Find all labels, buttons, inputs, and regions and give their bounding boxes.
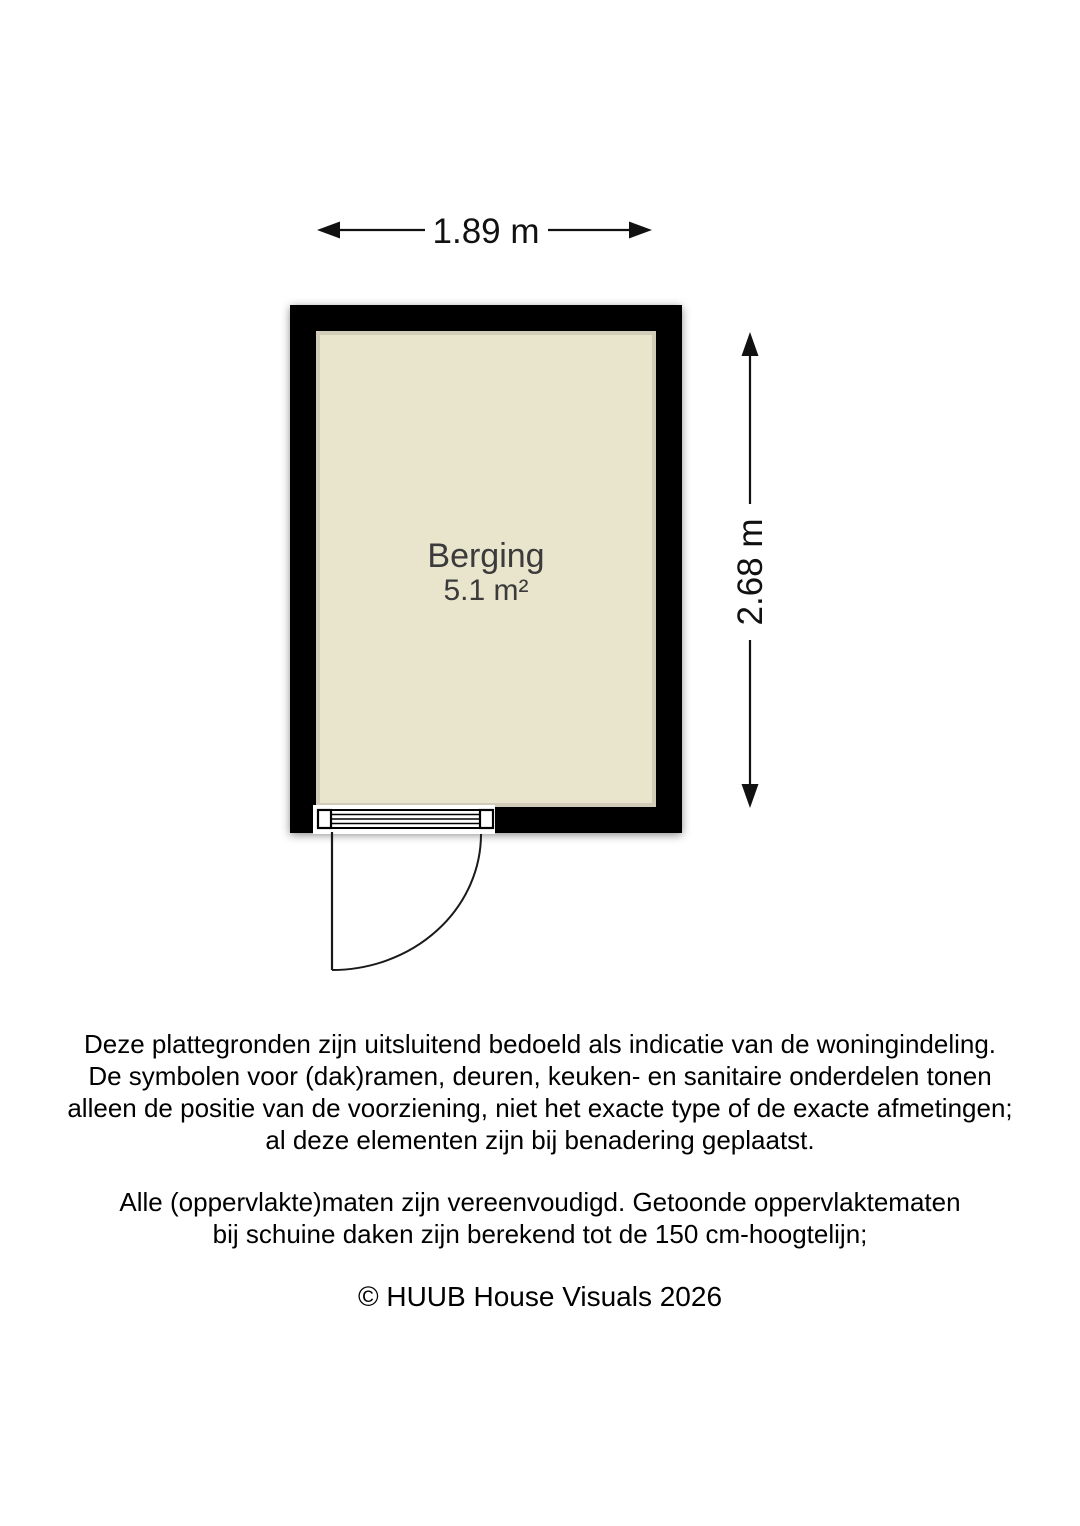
disclaimer-line: Deze plattegronden zijn uitsluitend bedoeld als indicatie van de woningindeling. — [83, 1029, 997, 1059]
room-label — [427, 537, 544, 607]
dimension-height-label: 2.68 m — [731, 518, 770, 626]
door-swing-arc — [332, 834, 481, 970]
disclaimer — [0, 1028, 1080, 1250]
disclaimer-line: al deze elementen zijn bij benadering geplaatst. — [265, 1125, 815, 1155]
disclaimer-paragraph-2 — [0, 1186, 1080, 1250]
dimension-width-label: 1.89 m — [432, 212, 540, 251]
disclaimer-paragraph-1 — [0, 1028, 1080, 1156]
disclaimer-line: De symbolen voor (dak)ramen, deuren, keuken- en sanitaire onderdelen tonen — [88, 1061, 992, 1091]
door-threshold — [318, 810, 493, 828]
dimension-width — [317, 212, 652, 251]
arrow-right-icon — [629, 222, 652, 239]
arrow-down-icon — [742, 784, 759, 808]
disclaimer-line: Alle (oppervlakte)maten zijn vereenvoudigd. Getoonde oppervlaktematen — [119, 1187, 961, 1217]
copyright: © HUUB House Visuals 2026 — [357, 1281, 723, 1312]
disclaimer-line: bij schuine daken zijn berekend tot de 150 cm-hoogtelijn; — [212, 1219, 868, 1249]
disclaimer-line: alleen de positie van de voorziening, niet het exacte type of de exacte afmetingen; — [67, 1093, 1013, 1123]
door-jamb-left — [318, 810, 331, 828]
room-area: 5.1 m² — [443, 574, 529, 607]
door-jamb-right — [480, 810, 493, 828]
dimension-height — [731, 332, 770, 808]
room-name: Berging — [427, 537, 545, 575]
